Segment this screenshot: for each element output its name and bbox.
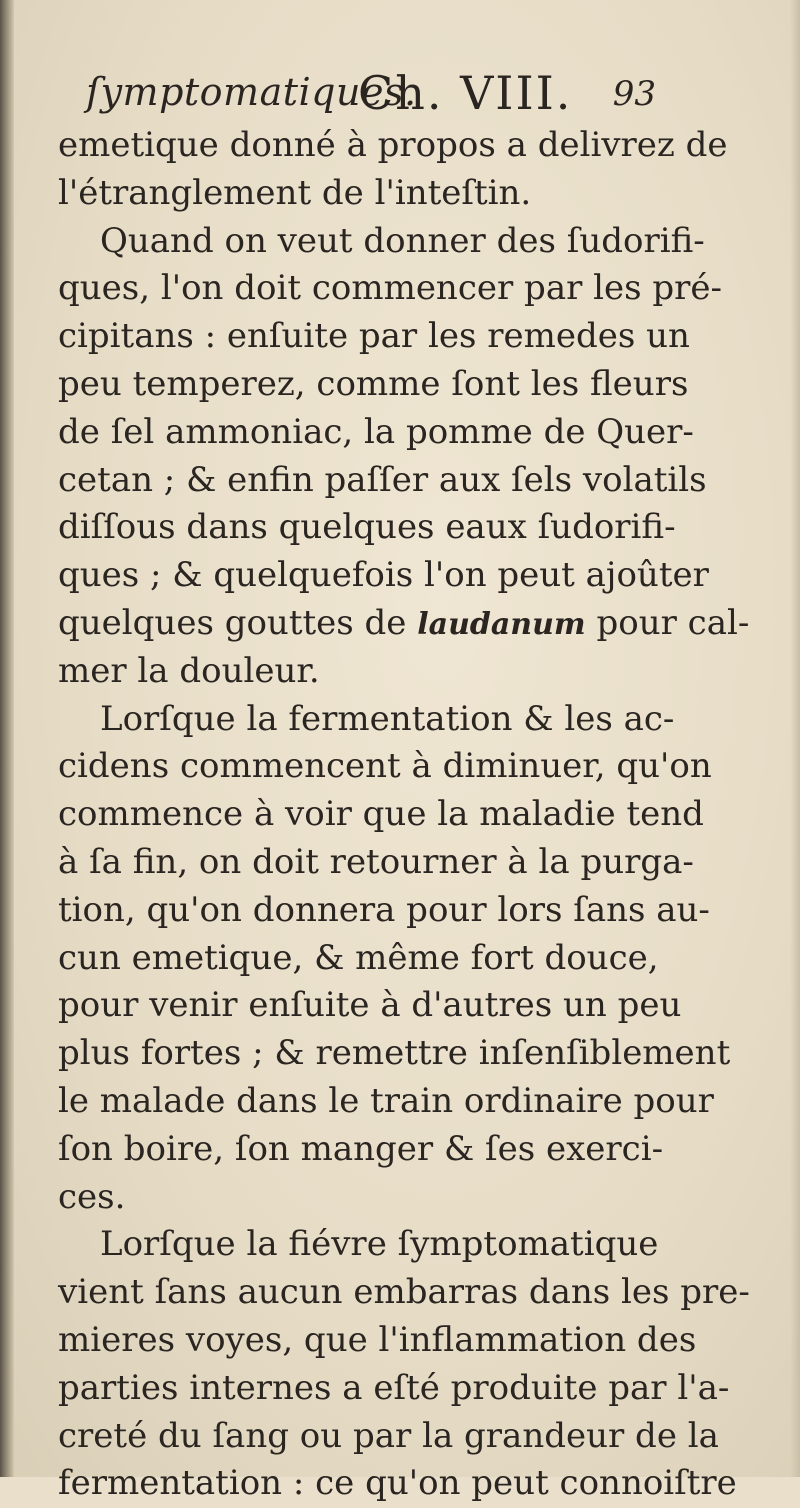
text-line: mieres voyes, que l'inflammation des [58, 1319, 697, 1360]
running-title: ſymptomatiques. [86, 70, 417, 114]
paragraph-start-line: Quand on veut donner des ſudorifi- [100, 220, 705, 261]
text-line: ſon boire, ſon manger & ſes exerci- [58, 1128, 664, 1169]
text-line: cipitans : enſuite par les remedes un [58, 316, 690, 357]
text-line: fermentation : ce qu'on peut connoiſtre [58, 1463, 737, 1504]
text-line: pour venir enſuite à d'autres un peu [58, 985, 682, 1026]
text-line: ques ; & quelquefois l'on peut ajoûter [58, 555, 709, 596]
text-line: vient ſans aucun embarras dans les pre- [58, 1272, 750, 1313]
paragraph-start-line: Lorſque la fermentation & les ac- [100, 698, 675, 739]
page-header [86, 66, 656, 126]
text-line: emetique donné à propos a delivrez de [58, 125, 728, 165]
text-line: cetan ; & enfin paſſer aux ſels volatils [58, 459, 707, 500]
text-segment: quelques gouttes de [58, 602, 407, 643]
chapter-label: Ch. VIII. [358, 66, 573, 120]
text-line: l'étranglement de l'inteſtin. [58, 172, 532, 213]
text-line: cun emetique, & même fort douce, [58, 937, 659, 978]
text-line: le malade dans le train ordinaire pour [58, 1080, 714, 1121]
text-line: tion, qu'on donnera pour lors ſans au- [58, 889, 710, 930]
text-line: à ſa fin, on doit retourner à la purga- [58, 841, 694, 882]
text-line: peu temperez, comme ſont les fleurs [58, 363, 689, 404]
text-line: ques, l'on doit commencer par les pré- [58, 268, 723, 309]
body-text [58, 122, 750, 1508]
text-line: ces. [58, 1176, 126, 1217]
text-line: cidens commencent à diminuer, qu'on [58, 746, 712, 787]
italic-term: laudanum [417, 606, 586, 642]
paragraph-start-line: Lorſque la fiévre ſymptomatique [100, 1224, 659, 1265]
text-segment: pour cal- [596, 602, 750, 643]
text-line: de ſel ammoniac, la pomme de Quer- [58, 411, 694, 452]
page-spine-shadow [0, 0, 14, 1477]
page-number: 93 [612, 74, 656, 114]
text-line [58, 600, 750, 648]
text-line: diſſous dans quelques eaux ſudorifi- [58, 507, 676, 548]
text-line: plus fortes ; & remettre inſenſiblement [58, 1033, 731, 1074]
text-line: creté du ſang ou par la grandeur de la [58, 1415, 719, 1456]
page-edge-shadow [790, 0, 800, 1477]
text-line: mer la douleur. [58, 650, 320, 691]
text-line: parties internes a eſté produite par l'a- [58, 1367, 730, 1408]
text-line: commence à voir que la maladie tend [58, 794, 704, 835]
